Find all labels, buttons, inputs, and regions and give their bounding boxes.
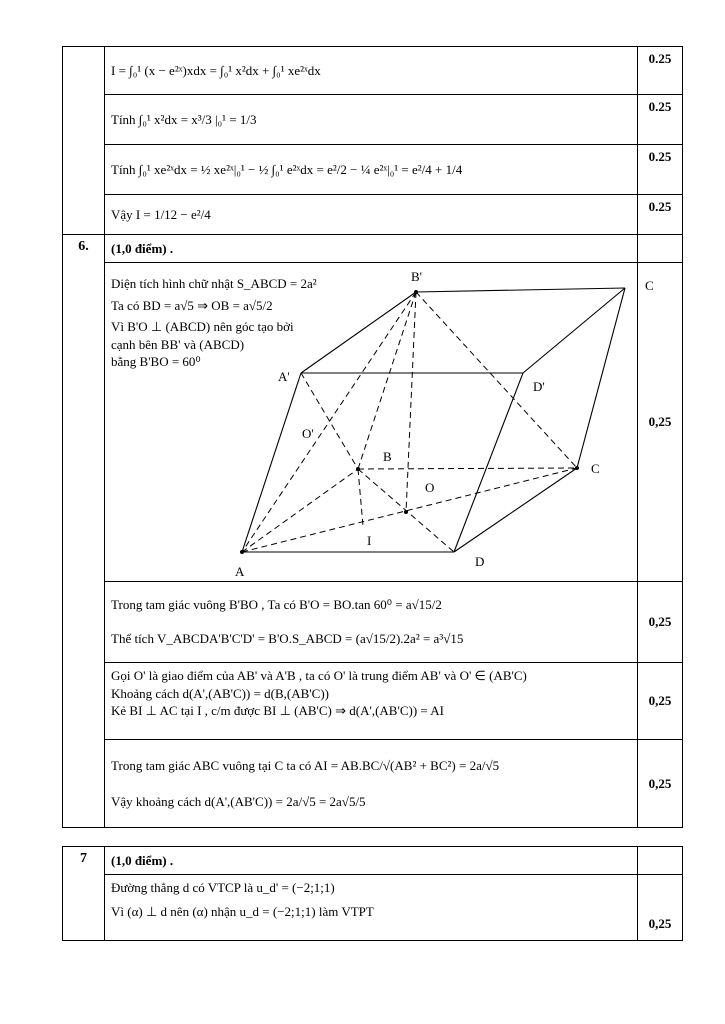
volume-calc-line: Thể tích V_ABCDA'B'C'D' = B'O.S_ABCD = (a√15/2).2a² = a³√15 [111, 631, 464, 646]
label-dp: D' [533, 379, 545, 394]
score-cell: 0.25 [638, 195, 683, 235]
label-cp: C [645, 278, 654, 293]
rectangle-area-line: Diện tích hình chữ nhật S_ABCD = 2a² [111, 276, 317, 291]
question-header: (1,0 điểm) . [105, 847, 638, 875]
score-cell: 0,25 [638, 582, 683, 663]
label-b: B [383, 449, 392, 464]
score-cell-empty [638, 235, 683, 263]
edge-d-c [454, 468, 577, 552]
label-a: A [235, 564, 245, 579]
score-cell: 0,25 [638, 740, 683, 828]
point-o [404, 510, 408, 514]
step-cell [105, 582, 638, 663]
point-bp [414, 290, 418, 294]
edge-cp-c [577, 288, 625, 468]
segment-ap-b [301, 373, 358, 469]
step-cell [105, 740, 638, 828]
score-cell: 0,25 [638, 875, 683, 941]
label-o: O [425, 480, 435, 495]
solution-table-q7 [62, 846, 683, 941]
distance-equal-line: Khoảng cách d(A',(AB'C)) = d(B,(AB'C)) [111, 685, 329, 701]
solution-table-q5-q6 [62, 46, 683, 828]
bd-length-line: Ta có BD = a√5 ⇒ OB = a√5/2 [111, 297, 273, 313]
question-cell-5 [63, 47, 105, 235]
integral-x2-formula: Tính ∫₀¹ x²dx = x³/3 |₀¹ = 1/3 [111, 111, 257, 127]
angle-reason-line-3: bằng B'BO = 60⁰ [111, 354, 201, 370]
question-header: (1,0 điểm) . [105, 235, 638, 263]
edge-bp-cp [416, 288, 625, 292]
step-cell [105, 95, 638, 145]
step-cell [105, 875, 638, 941]
edge-cp-dp [523, 288, 625, 373]
normal-vector-line: Vì (α) ⊥ d nên (α) nhận u_d = (−2;1;1) làm VTPT [111, 903, 374, 919]
score-cell: 0.25 [638, 95, 683, 145]
step-cell [105, 195, 638, 235]
ai-length-line: Trong tam giác ABC vuông tại C ta có AI = AB.BC/√(AB² + BC²) = 2a/√5 [111, 757, 500, 773]
edge-dp-d [454, 373, 523, 552]
question-number-6: 6. [63, 235, 105, 828]
score-cell: 0,25 [638, 663, 683, 740]
edge-b-c [358, 468, 577, 469]
segment-b-i [358, 469, 363, 526]
figure-cell [105, 263, 654, 582]
score-cell-empty [638, 847, 683, 875]
diag-a-c [242, 468, 577, 552]
label-i: I [367, 533, 372, 548]
step-cell [105, 145, 638, 195]
figure-text [111, 275, 317, 371]
point-a [240, 550, 244, 554]
midpoint-line: Gọi O' là giao điểm của AB' và A'B , ta có O' là trung điểm AB' và O' ∈ (AB'C) [111, 668, 527, 683]
angle-reason-line-2: cạnh bên BB' và (ABCD) [111, 336, 245, 352]
label-bp: B' [411, 269, 423, 284]
point-b [356, 467, 360, 471]
angle-reason-line-1: Vì B'O ⊥ (ABCD) nên góc tạo bởi [111, 319, 294, 335]
label-d: D [475, 554, 485, 569]
score-cell: 0.25 [638, 145, 683, 195]
integral-result-formula: Vậy I = 1/12 − e²/4 [111, 206, 211, 222]
step-cell [105, 663, 638, 740]
height-calc-line: Trong tam giác vuông B'BO , Ta có B'O = BO.tan 60⁰ = a√15/2 [111, 597, 442, 613]
edge-bp-b [358, 292, 416, 469]
label-op: O' [302, 426, 314, 441]
edge-ap-a [242, 373, 301, 552]
score-cell: 0,25 [638, 263, 683, 582]
step-cell [105, 47, 638, 95]
integral-xe2x-formula: Tính ∫₀¹ xe²ˣdx = ½ xe²ˣ|₀¹ − ½ ∫₀¹ e²ˣdx = e²/2 − ¼ e²ˣ|₀¹ = e²/4 + 1/4 [111, 161, 463, 177]
score-cell: 0.25 [638, 47, 683, 95]
point-c [575, 466, 579, 470]
edge-a-b [242, 469, 358, 552]
label-c: C [591, 461, 600, 476]
integral-split-formula: I = ∫₀¹ (x − e²ˣ)xdx = ∫₀¹ x²dx + ∫₀¹ xe²ˣdx [111, 62, 321, 78]
label-ap: A' [278, 369, 290, 384]
edge-bp-ap [301, 292, 416, 373]
question-number-7: 7 [63, 847, 105, 941]
distance-result-line: Vậy khoảng cách d(A',(AB'C)) = 2a/√5 = 2a√5/5 [111, 793, 366, 809]
segment-bp-o [406, 292, 416, 512]
perpendicular-line: Kẻ BI ⊥ AC tại I , c/m được BI ⊥ (AB'C) ⇒ d(A',(AB'C)) = AI [111, 703, 444, 719]
direction-vector-line: Đường thẳng d có VTCP là u_d' = (−2;1;1) [111, 880, 335, 895]
